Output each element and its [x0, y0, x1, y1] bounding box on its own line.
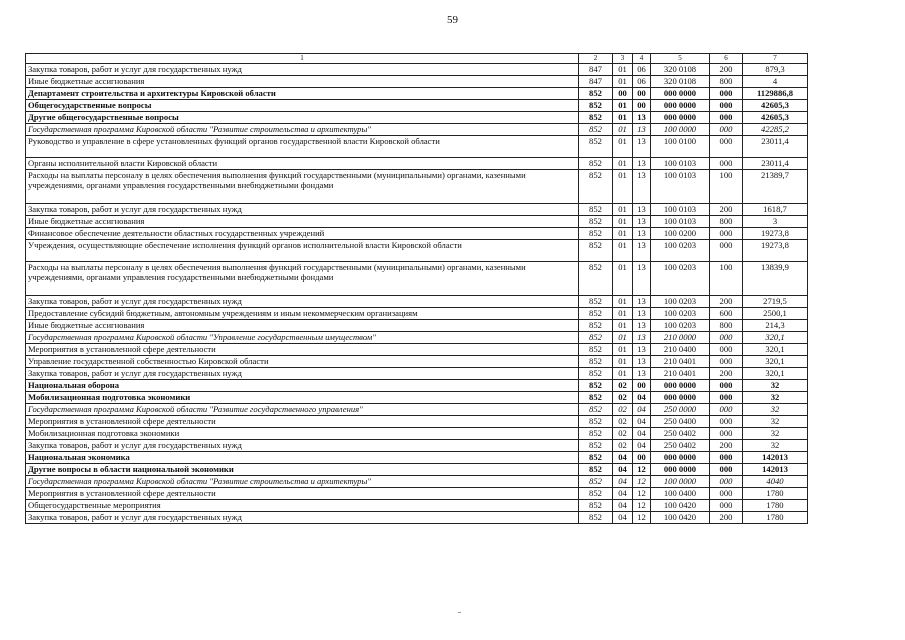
section-cell: 01: [613, 228, 633, 240]
table-row: [26, 204, 808, 216]
admin-code-cell: 852: [579, 392, 613, 404]
row-name-cell: Иные бюджетные ассигнования: [26, 216, 579, 228]
admin-code-cell: 852: [579, 404, 613, 416]
row-name-cell: Общегосударственные мероприятия: [26, 500, 579, 512]
subsection-cell: 12: [633, 476, 651, 488]
amount-cell: 23011,4: [743, 158, 808, 170]
expense-type-cell: 000: [710, 488, 743, 500]
table-row: [26, 416, 808, 428]
target-article-cell: 320 0108: [651, 76, 710, 88]
subsection-cell: 13: [633, 344, 651, 356]
row-name-cell: Мобилизационная подготовка экономики: [26, 392, 579, 404]
section-cell: 01: [613, 356, 633, 368]
target-article-cell: 100 0103: [651, 204, 710, 216]
subsection-cell: 00: [633, 380, 651, 392]
expense-type-cell: 000: [710, 416, 743, 428]
expense-type-cell: 200: [710, 64, 743, 76]
amount-cell: 142013: [743, 464, 808, 476]
row-name-cell: Закупка товаров, работ и услуг для государственных нужд: [26, 440, 579, 452]
table-row: [26, 476, 808, 488]
table-row: [26, 76, 808, 88]
expense-type-cell: 000: [710, 392, 743, 404]
expense-type-cell: 000: [710, 452, 743, 464]
row-name-cell: Общегосударственные вопросы: [26, 100, 579, 112]
section-cell: 01: [613, 112, 633, 124]
row-name-cell: Предоставление субсидий бюджетным, автономным учреждениям и иным некоммерческим организациям: [26, 308, 579, 320]
section-cell: 04: [613, 452, 633, 464]
amount-cell: 32: [743, 416, 808, 428]
expense-type-cell: 800: [710, 320, 743, 332]
target-article-cell: 100 0100: [651, 136, 710, 158]
row-name-cell: Мероприятия в установленной сфере деятельности: [26, 416, 579, 428]
column-header: 6: [710, 54, 743, 64]
expense-type-cell: 600: [710, 308, 743, 320]
section-cell: 01: [613, 240, 633, 262]
subsection-cell: 00: [633, 100, 651, 112]
section-cell: 01: [613, 64, 633, 76]
target-article-cell: 320 0108: [651, 64, 710, 76]
admin-code-cell: 852: [579, 228, 613, 240]
amount-cell: 32: [743, 440, 808, 452]
expense-type-cell: 000: [710, 136, 743, 158]
expense-type-cell: 000: [710, 356, 743, 368]
amount-cell: 42605,3: [743, 112, 808, 124]
section-cell: 01: [613, 158, 633, 170]
row-name-cell: Мероприятия в установленной сфере деятельности: [26, 488, 579, 500]
admin-code-cell: 852: [579, 240, 613, 262]
scan-mark: [458, 612, 461, 613]
subsection-cell: 13: [633, 170, 651, 204]
subsection-cell: 13: [633, 332, 651, 344]
row-name-cell: Другие общегосударственные вопросы: [26, 112, 579, 124]
target-article-cell: 100 0103: [651, 170, 710, 204]
table-row: [26, 356, 808, 368]
row-name-cell: Государственная программа Кировской области "Развитие строительства и архитектуры": [26, 124, 579, 136]
subsection-cell: 00: [633, 452, 651, 464]
row-name-cell: Финансовое обеспечение деятельности областных государственных учреждений: [26, 228, 579, 240]
expense-type-cell: 100: [710, 262, 743, 296]
expense-type-cell: 200: [710, 440, 743, 452]
subsection-cell: 13: [633, 112, 651, 124]
amount-cell: 879,3: [743, 64, 808, 76]
table-row: [26, 464, 808, 476]
expense-type-cell: 800: [710, 76, 743, 88]
target-article-cell: 250 0402: [651, 440, 710, 452]
target-article-cell: 100 0103: [651, 158, 710, 170]
amount-cell: 13839,9: [743, 262, 808, 296]
table-row: [26, 452, 808, 464]
subsection-cell: 13: [633, 124, 651, 136]
expense-type-cell: 000: [710, 124, 743, 136]
subsection-cell: 13: [633, 262, 651, 296]
row-name-cell: Расходы на выплаты персоналу в целях обеспечения выполнения функций государственными (муниципальными) органами, казенными учреждениями, органами управления государственными внебюджетными фондами: [26, 262, 579, 296]
row-name-cell: Другие вопросы в области национальной экономики: [26, 464, 579, 476]
amount-cell: 4: [743, 76, 808, 88]
table-row: [26, 170, 808, 204]
expense-type-cell: 200: [710, 204, 743, 216]
section-cell: 02: [613, 380, 633, 392]
target-article-cell: 100 0420: [651, 500, 710, 512]
amount-cell: 2719,5: [743, 296, 808, 308]
subsection-cell: 13: [633, 204, 651, 216]
expense-type-cell: 200: [710, 368, 743, 380]
subsection-cell: 04: [633, 440, 651, 452]
section-cell: 02: [613, 440, 633, 452]
expense-type-cell: 000: [710, 158, 743, 170]
row-name-cell: Закупка товаров, работ и услуг для государственных нужд: [26, 368, 579, 380]
admin-code-cell: 852: [579, 464, 613, 476]
amount-cell: 1780: [743, 488, 808, 500]
row-name-cell: Национальная экономика: [26, 452, 579, 464]
subsection-cell: 06: [633, 76, 651, 88]
amount-cell: 32: [743, 392, 808, 404]
amount-cell: 19273,8: [743, 228, 808, 240]
table-row: [26, 228, 808, 240]
row-name-cell: Закупка товаров, работ и услуг для государственных нужд: [26, 512, 579, 524]
subsection-cell: 12: [633, 464, 651, 476]
section-cell: 01: [613, 296, 633, 308]
target-article-cell: 250 0000: [651, 404, 710, 416]
table-row: [26, 440, 808, 452]
target-article-cell: 210 0401: [651, 368, 710, 380]
table-body: [26, 54, 808, 524]
target-article-cell: 100 0400: [651, 488, 710, 500]
target-article-cell: 000 0000: [651, 464, 710, 476]
admin-code-cell: 852: [579, 476, 613, 488]
table-row: [26, 392, 808, 404]
admin-code-cell: 852: [579, 368, 613, 380]
expense-type-cell: 000: [710, 112, 743, 124]
target-article-cell: 100 0420: [651, 512, 710, 524]
row-name-cell: Государственная программа Кировской области "Развитие строительства и архитектуры": [26, 476, 579, 488]
table-row: [26, 158, 808, 170]
section-cell: 01: [613, 76, 633, 88]
row-name-cell: Закупка товаров, работ и услуг для государственных нужд: [26, 204, 579, 216]
table-row: [26, 100, 808, 112]
admin-code-cell: 852: [579, 262, 613, 296]
section-cell: 04: [613, 500, 633, 512]
page-number: 59: [447, 14, 458, 26]
expense-type-cell: 000: [710, 464, 743, 476]
table-row: [26, 368, 808, 380]
section-cell: 04: [613, 488, 633, 500]
expense-type-cell: 000: [710, 500, 743, 512]
admin-code-cell: 852: [579, 488, 613, 500]
amount-cell: 1780: [743, 500, 808, 512]
section-cell: 01: [613, 368, 633, 380]
row-name-cell: Мероприятия в установленной сфере деятельности: [26, 344, 579, 356]
subsection-cell: 04: [633, 428, 651, 440]
row-name-cell: Органы исполнительной власти Кировской области: [26, 158, 579, 170]
subsection-cell: 12: [633, 512, 651, 524]
target-article-cell: 000 0000: [651, 452, 710, 464]
expense-type-cell: 000: [710, 100, 743, 112]
table-row: [26, 88, 808, 100]
table-row: [26, 488, 808, 500]
budget-table: [25, 53, 808, 524]
target-article-cell: 000 0000: [651, 88, 710, 100]
section-cell: 02: [613, 416, 633, 428]
section-cell: 01: [613, 344, 633, 356]
table-row: [26, 262, 808, 296]
expense-type-cell: 200: [710, 512, 743, 524]
admin-code-cell: 847: [579, 76, 613, 88]
subsection-cell: 13: [633, 216, 651, 228]
table-row: [26, 512, 808, 524]
amount-cell: 23011,4: [743, 136, 808, 158]
section-cell: 02: [613, 404, 633, 416]
row-name-cell: Государственная программа Кировской области "Развитие государственного управления": [26, 404, 579, 416]
column-header: 7: [743, 54, 808, 64]
subsection-cell: 00: [633, 88, 651, 100]
amount-cell: 32: [743, 404, 808, 416]
amount-cell: 320,1: [743, 344, 808, 356]
table-row: [26, 124, 808, 136]
expense-type-cell: 000: [710, 428, 743, 440]
table-row: [26, 428, 808, 440]
amount-cell: 320,1: [743, 356, 808, 368]
target-article-cell: 100 0200: [651, 228, 710, 240]
section-cell: 01: [613, 320, 633, 332]
admin-code-cell: 852: [579, 320, 613, 332]
section-cell: 01: [613, 100, 633, 112]
amount-cell: 4040: [743, 476, 808, 488]
row-name-cell: Иные бюджетные ассигнования: [26, 76, 579, 88]
subsection-cell: 13: [633, 308, 651, 320]
expense-type-cell: 000: [710, 404, 743, 416]
section-cell: 01: [613, 124, 633, 136]
expense-type-cell: 200: [710, 296, 743, 308]
target-article-cell: 210 0000: [651, 332, 710, 344]
amount-cell: 32: [743, 428, 808, 440]
table-row: [26, 136, 808, 158]
target-article-cell: 210 0400: [651, 344, 710, 356]
admin-code-cell: 852: [579, 124, 613, 136]
expense-type-cell: 000: [710, 332, 743, 344]
target-article-cell: 100 0103: [651, 216, 710, 228]
target-article-cell: 000 0000: [651, 100, 710, 112]
row-name-cell: Управление государственной собственностью Кировской области: [26, 356, 579, 368]
subsection-cell: 04: [633, 404, 651, 416]
expense-type-cell: 000: [710, 344, 743, 356]
row-name-cell: Мобилизационная подготовка экономики: [26, 428, 579, 440]
admin-code-cell: 852: [579, 158, 613, 170]
expense-type-cell: 000: [710, 240, 743, 262]
target-article-cell: 000 0000: [651, 392, 710, 404]
table-row: [26, 332, 808, 344]
admin-code-cell: 852: [579, 204, 613, 216]
expense-type-cell: 000: [710, 476, 743, 488]
amount-cell: 1618,7: [743, 204, 808, 216]
expense-type-cell: 000: [710, 380, 743, 392]
target-article-cell: 210 0401: [651, 356, 710, 368]
expense-type-cell: 800: [710, 216, 743, 228]
subsection-cell: 13: [633, 136, 651, 158]
admin-code-cell: 852: [579, 512, 613, 524]
row-name-cell: Государственная программа Кировской области "Управление государственным имуществом": [26, 332, 579, 344]
subsection-cell: 13: [633, 158, 651, 170]
section-cell: 00: [613, 88, 633, 100]
table-row: [26, 500, 808, 512]
row-name-cell: Закупка товаров, работ и услуг для государственных нужд: [26, 64, 579, 76]
section-cell: 04: [613, 512, 633, 524]
subsection-cell: 04: [633, 416, 651, 428]
column-header: 2: [579, 54, 613, 64]
section-cell: 01: [613, 216, 633, 228]
admin-code-cell: 852: [579, 452, 613, 464]
amount-cell: 32: [743, 380, 808, 392]
admin-code-cell: 852: [579, 296, 613, 308]
table-row: [26, 308, 808, 320]
column-header: 4: [633, 54, 651, 64]
amount-cell: 42285,2: [743, 124, 808, 136]
section-cell: 01: [613, 262, 633, 296]
subsection-cell: 13: [633, 228, 651, 240]
table-row: [26, 240, 808, 262]
subsection-cell: 13: [633, 320, 651, 332]
section-cell: 01: [613, 204, 633, 216]
amount-cell: 1780: [743, 512, 808, 524]
amount-cell: 19273,8: [743, 240, 808, 262]
target-article-cell: 100 0203: [651, 320, 710, 332]
section-cell: 04: [613, 464, 633, 476]
admin-code-cell: 852: [579, 440, 613, 452]
table-row: [26, 404, 808, 416]
admin-code-cell: 852: [579, 416, 613, 428]
table-row: [26, 344, 808, 356]
target-article-cell: 100 0203: [651, 308, 710, 320]
row-name-cell: Расходы на выплаты персоналу в целях обеспечения выполнения функций государственными (муниципальными) органами, казенными учреждениями, органами управления государственными внебюджетными фондами: [26, 170, 579, 204]
row-name-cell: Руководство и управление в сфере установленных функций органов государственной власти Кировской области: [26, 136, 579, 158]
amount-cell: 1129886,8: [743, 88, 808, 100]
section-cell: 01: [613, 170, 633, 204]
amount-cell: 42605,3: [743, 100, 808, 112]
target-article-cell: 250 0402: [651, 428, 710, 440]
subsection-cell: 13: [633, 356, 651, 368]
table-row: [26, 64, 808, 76]
column-header: 5: [651, 54, 710, 64]
subsection-cell: 12: [633, 500, 651, 512]
admin-code-cell: 852: [579, 112, 613, 124]
admin-code-cell: 852: [579, 308, 613, 320]
row-name-cell: Департамент строительства и архитектуры Кировской области: [26, 88, 579, 100]
amount-cell: 2500,1: [743, 308, 808, 320]
row-name-cell: Национальная оборона: [26, 380, 579, 392]
admin-code-cell: 852: [579, 332, 613, 344]
row-name-cell: Иные бюджетные ассигнования: [26, 320, 579, 332]
subsection-cell: 04: [633, 392, 651, 404]
target-article-cell: 000 0000: [651, 380, 710, 392]
amount-cell: 142013: [743, 452, 808, 464]
subsection-cell: 12: [633, 488, 651, 500]
amount-cell: 3: [743, 216, 808, 228]
target-article-cell: 100 0203: [651, 296, 710, 308]
target-article-cell: 100 0000: [651, 124, 710, 136]
subsection-cell: 13: [633, 240, 651, 262]
admin-code-cell: 852: [579, 428, 613, 440]
admin-code-cell: 852: [579, 356, 613, 368]
admin-code-cell: 852: [579, 100, 613, 112]
column-header: 1: [26, 54, 579, 64]
column-header-row: [26, 54, 808, 64]
admin-code-cell: 852: [579, 500, 613, 512]
amount-cell: 320,1: [743, 368, 808, 380]
amount-cell: 21389,7: [743, 170, 808, 204]
section-cell: 02: [613, 392, 633, 404]
row-name-cell: Закупка товаров, работ и услуг для государственных нужд: [26, 296, 579, 308]
target-article-cell: 000 0000: [651, 112, 710, 124]
section-cell: 02: [613, 428, 633, 440]
admin-code-cell: 852: [579, 344, 613, 356]
expense-type-cell: 000: [710, 88, 743, 100]
table-row: [26, 216, 808, 228]
target-article-cell: 100 0203: [651, 240, 710, 262]
admin-code-cell: 847: [579, 64, 613, 76]
admin-code-cell: 852: [579, 380, 613, 392]
row-name-cell: Учреждения, осуществляющие обеспечение исполнения функций органов исполнительной власти Кировской области: [26, 240, 579, 262]
admin-code-cell: 852: [579, 136, 613, 158]
section-cell: 01: [613, 136, 633, 158]
column-header: 3: [613, 54, 633, 64]
target-article-cell: 100 0000: [651, 476, 710, 488]
subsection-cell: 13: [633, 368, 651, 380]
table-row: [26, 112, 808, 124]
table-row: [26, 320, 808, 332]
amount-cell: 214,3: [743, 320, 808, 332]
subsection-cell: 06: [633, 64, 651, 76]
section-cell: 04: [613, 476, 633, 488]
section-cell: 01: [613, 308, 633, 320]
subsection-cell: 13: [633, 296, 651, 308]
table-row: [26, 296, 808, 308]
admin-code-cell: 852: [579, 88, 613, 100]
section-cell: 01: [613, 332, 633, 344]
admin-code-cell: 852: [579, 170, 613, 204]
admin-code-cell: 852: [579, 216, 613, 228]
expense-type-cell: 000: [710, 228, 743, 240]
target-article-cell: 250 0400: [651, 416, 710, 428]
target-article-cell: 100 0203: [651, 262, 710, 296]
table-row: [26, 380, 808, 392]
amount-cell: 320,1: [743, 332, 808, 344]
expense-type-cell: 100: [710, 170, 743, 204]
